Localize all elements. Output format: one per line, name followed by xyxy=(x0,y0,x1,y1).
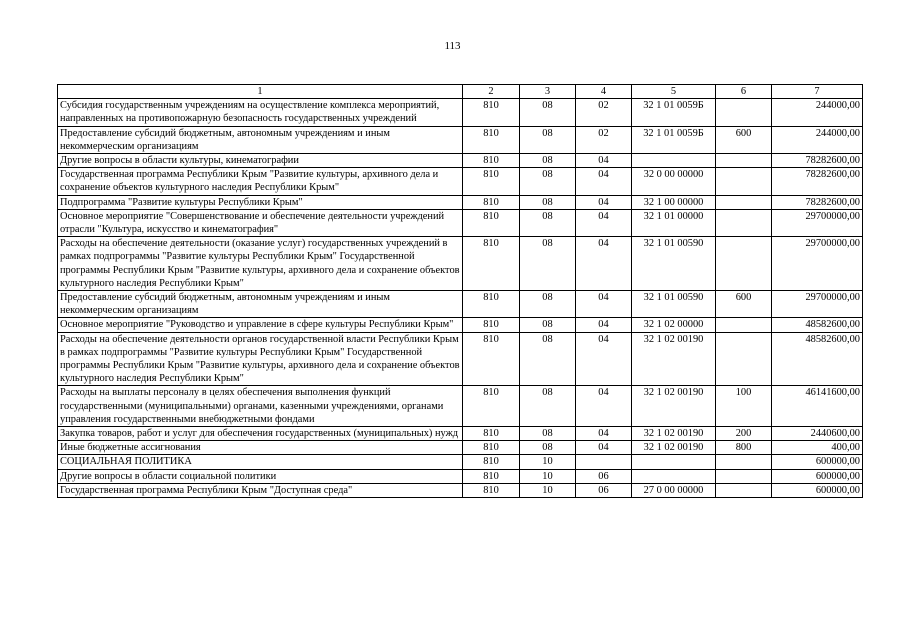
row-code-3: 08 xyxy=(520,441,576,455)
row-code-6: 100 xyxy=(716,386,772,427)
row-code-6 xyxy=(716,154,772,168)
page-number: 113 xyxy=(444,40,461,52)
row-amount: 600000,00 xyxy=(772,469,863,483)
row-code-6: 600 xyxy=(716,126,772,153)
row-code-5: 27 0 00 00000 xyxy=(632,483,716,497)
row-code-3: 08 xyxy=(520,195,576,209)
table-row xyxy=(58,168,863,195)
row-code-4: 04 xyxy=(576,209,632,236)
row-code-2: 810 xyxy=(463,332,520,386)
row-code-4: 04 xyxy=(576,332,632,386)
table-row xyxy=(58,126,863,153)
row-code-3: 08 xyxy=(520,126,576,153)
row-code-3: 08 xyxy=(520,154,576,168)
row-code-3: 08 xyxy=(520,291,576,318)
table-row xyxy=(58,318,863,332)
row-code-3: 08 xyxy=(520,318,576,332)
row-code-2: 810 xyxy=(463,483,520,497)
row-code-5: 32 1 02 00190 xyxy=(632,427,716,441)
row-code-2: 810 xyxy=(463,469,520,483)
row-code-2: 810 xyxy=(463,237,520,291)
column-header: 4 xyxy=(576,85,632,99)
row-amount: 78282600,00 xyxy=(772,154,863,168)
row-code-4: 06 xyxy=(576,469,632,483)
row-code-5: 32 1 01 00000 xyxy=(632,209,716,236)
row-code-2: 810 xyxy=(463,291,520,318)
row-code-4: 04 xyxy=(576,237,632,291)
row-code-5: 32 0 00 00000 xyxy=(632,168,716,195)
row-code-2: 810 xyxy=(463,195,520,209)
row-code-4: 04 xyxy=(576,386,632,427)
row-name: Предоставление субсидий бюджетным, автономным учреждениям и иным некоммерческим организациям xyxy=(58,291,463,318)
row-name: СОЦИАЛЬНАЯ ПОЛИТИКА xyxy=(58,455,463,469)
table-row xyxy=(58,483,863,497)
column-header: 1 xyxy=(58,85,463,99)
table-row xyxy=(58,195,863,209)
row-code-6 xyxy=(716,209,772,236)
row-name: Субсидия государственным учреждениям на осуществление комплекса мероприятий, направленных на противопожарную безопасность государственных учреждений xyxy=(58,99,463,126)
row-name: Предоставление субсидий бюджетным, автономным учреждениям и иным некоммерческим организациям xyxy=(58,126,463,153)
row-code-2: 810 xyxy=(463,441,520,455)
row-code-4: 02 xyxy=(576,99,632,126)
row-name: Другие вопросы в области культуры, кинематографии xyxy=(58,154,463,168)
row-code-5: 32 1 02 00190 xyxy=(632,386,716,427)
table-row xyxy=(58,469,863,483)
row-code-6 xyxy=(716,469,772,483)
row-code-2: 810 xyxy=(463,209,520,236)
row-code-5: 32 1 01 00590 xyxy=(632,237,716,291)
row-amount: 244000,00 xyxy=(772,99,863,126)
row-code-2: 810 xyxy=(463,386,520,427)
row-code-5 xyxy=(632,469,716,483)
row-amount: 29700000,00 xyxy=(772,209,863,236)
row-amount: 2440600,00 xyxy=(772,427,863,441)
row-name: Государственная программа Республики Крым "Развитие культуры, архивного дела и сохранение объектов культурного наследия Республики Крым" xyxy=(58,168,463,195)
row-code-5: 32 1 01 0059Б xyxy=(632,99,716,126)
row-code-5: 32 1 00 00000 xyxy=(632,195,716,209)
table-row xyxy=(58,455,863,469)
row-code-2: 810 xyxy=(463,99,520,126)
row-code-6: 800 xyxy=(716,441,772,455)
row-amount: 78282600,00 xyxy=(772,168,863,195)
table-header-row xyxy=(58,85,863,99)
row-amount: 400,00 xyxy=(772,441,863,455)
row-code-3: 08 xyxy=(520,427,576,441)
row-code-3: 08 xyxy=(520,386,576,427)
row-code-5 xyxy=(632,455,716,469)
row-code-4: 04 xyxy=(576,291,632,318)
row-name: Расходы на выплаты персоналу в целях обеспечения выполнения функций государственными (муниципальными) органами, казенными учреждениями, органами управления государственными внебюджетными фондами xyxy=(58,386,463,427)
row-code-4: 04 xyxy=(576,195,632,209)
column-header: 3 xyxy=(520,85,576,99)
row-name: Государственная программа Республики Крым "Доступная среда" xyxy=(58,483,463,497)
row-code-3: 08 xyxy=(520,209,576,236)
row-code-2: 810 xyxy=(463,455,520,469)
row-code-3: 08 xyxy=(520,237,576,291)
row-code-6: 600 xyxy=(716,291,772,318)
row-amount: 600000,00 xyxy=(772,483,863,497)
row-amount: 29700000,00 xyxy=(772,291,863,318)
row-code-5: 32 1 01 00590 xyxy=(632,291,716,318)
row-code-5: 32 1 02 00000 xyxy=(632,318,716,332)
row-name: Другие вопросы в области социальной политики xyxy=(58,469,463,483)
row-code-4: 04 xyxy=(576,441,632,455)
row-name: Закупка товаров, работ и услуг для обеспечения государственных (муниципальных) нужд xyxy=(58,427,463,441)
row-amount: 244000,00 xyxy=(772,126,863,153)
row-code-5 xyxy=(632,154,716,168)
row-code-4: 06 xyxy=(576,483,632,497)
row-code-6 xyxy=(716,195,772,209)
table-row xyxy=(58,386,863,427)
row-code-3: 08 xyxy=(520,168,576,195)
column-header: 6 xyxy=(716,85,772,99)
row-name: Расходы на обеспечение деятельности (оказание услуг) государственных учреждений в рамках подпрограммы "Развитие культуры Республики Крым" Государственной программы Республики Крым "Развитие культуры, архивного дела и сохранение объектов культурного наследия Республики Крым" xyxy=(58,237,463,291)
row-code-3: 08 xyxy=(520,99,576,126)
table-row xyxy=(58,209,863,236)
column-header: 5 xyxy=(632,85,716,99)
row-code-3: 10 xyxy=(520,455,576,469)
row-name: Расходы на обеспечение деятельности органов государственной власти Республики Крым в рамках подпрограммы "Развитие культуры Республики Крым" Государственной программы Республики Крым "Развитие культуры, архивного дела и сохранение объектов культурного наследия Республики Крым" xyxy=(58,332,463,386)
row-amount: 46141600,00 xyxy=(772,386,863,427)
row-amount: 78282600,00 xyxy=(772,195,863,209)
table-row xyxy=(58,291,863,318)
row-code-2: 810 xyxy=(463,427,520,441)
row-code-4 xyxy=(576,455,632,469)
row-code-6 xyxy=(716,332,772,386)
row-name: Иные бюджетные ассигнования xyxy=(58,441,463,455)
row-code-6 xyxy=(716,318,772,332)
row-name: Основное мероприятие "Руководство и управление в сфере культуры Республики Крым" xyxy=(58,318,463,332)
table-row xyxy=(58,99,863,126)
row-name: Основное мероприятие "Совершенствование и обеспечение деятельности учреждений отрасли "Культура, искусство и кинематография" xyxy=(58,209,463,236)
row-code-6 xyxy=(716,168,772,195)
row-code-6 xyxy=(716,237,772,291)
row-amount: 48582600,00 xyxy=(772,332,863,386)
row-code-2: 810 xyxy=(463,126,520,153)
row-code-5: 32 1 02 00190 xyxy=(632,441,716,455)
row-amount: 48582600,00 xyxy=(772,318,863,332)
row-code-6: 200 xyxy=(716,427,772,441)
row-code-3: 08 xyxy=(520,332,576,386)
row-amount: 600000,00 xyxy=(772,455,863,469)
row-code-4: 04 xyxy=(576,318,632,332)
row-code-4: 04 xyxy=(576,427,632,441)
row-code-5: 32 1 02 00190 xyxy=(632,332,716,386)
row-code-3: 10 xyxy=(520,469,576,483)
column-header: 2 xyxy=(463,85,520,99)
column-header: 7 xyxy=(772,85,863,99)
table-row xyxy=(58,441,863,455)
table-row xyxy=(58,427,863,441)
row-code-6 xyxy=(716,99,772,126)
row-code-5: 32 1 01 0059Б xyxy=(632,126,716,153)
row-code-4: 04 xyxy=(576,154,632,168)
row-code-4: 02 xyxy=(576,126,632,153)
table-row xyxy=(58,154,863,168)
row-code-4: 04 xyxy=(576,168,632,195)
table-row xyxy=(58,237,863,291)
row-code-6 xyxy=(716,483,772,497)
row-code-2: 810 xyxy=(463,318,520,332)
row-code-2: 810 xyxy=(463,168,520,195)
row-amount: 29700000,00 xyxy=(772,237,863,291)
row-code-6 xyxy=(716,455,772,469)
table-row xyxy=(58,332,863,386)
row-name: Подпрограмма "Развитие культуры Республики Крым" xyxy=(58,195,463,209)
row-code-2: 810 xyxy=(463,154,520,168)
row-code-3: 10 xyxy=(520,483,576,497)
budget-table xyxy=(57,84,863,498)
